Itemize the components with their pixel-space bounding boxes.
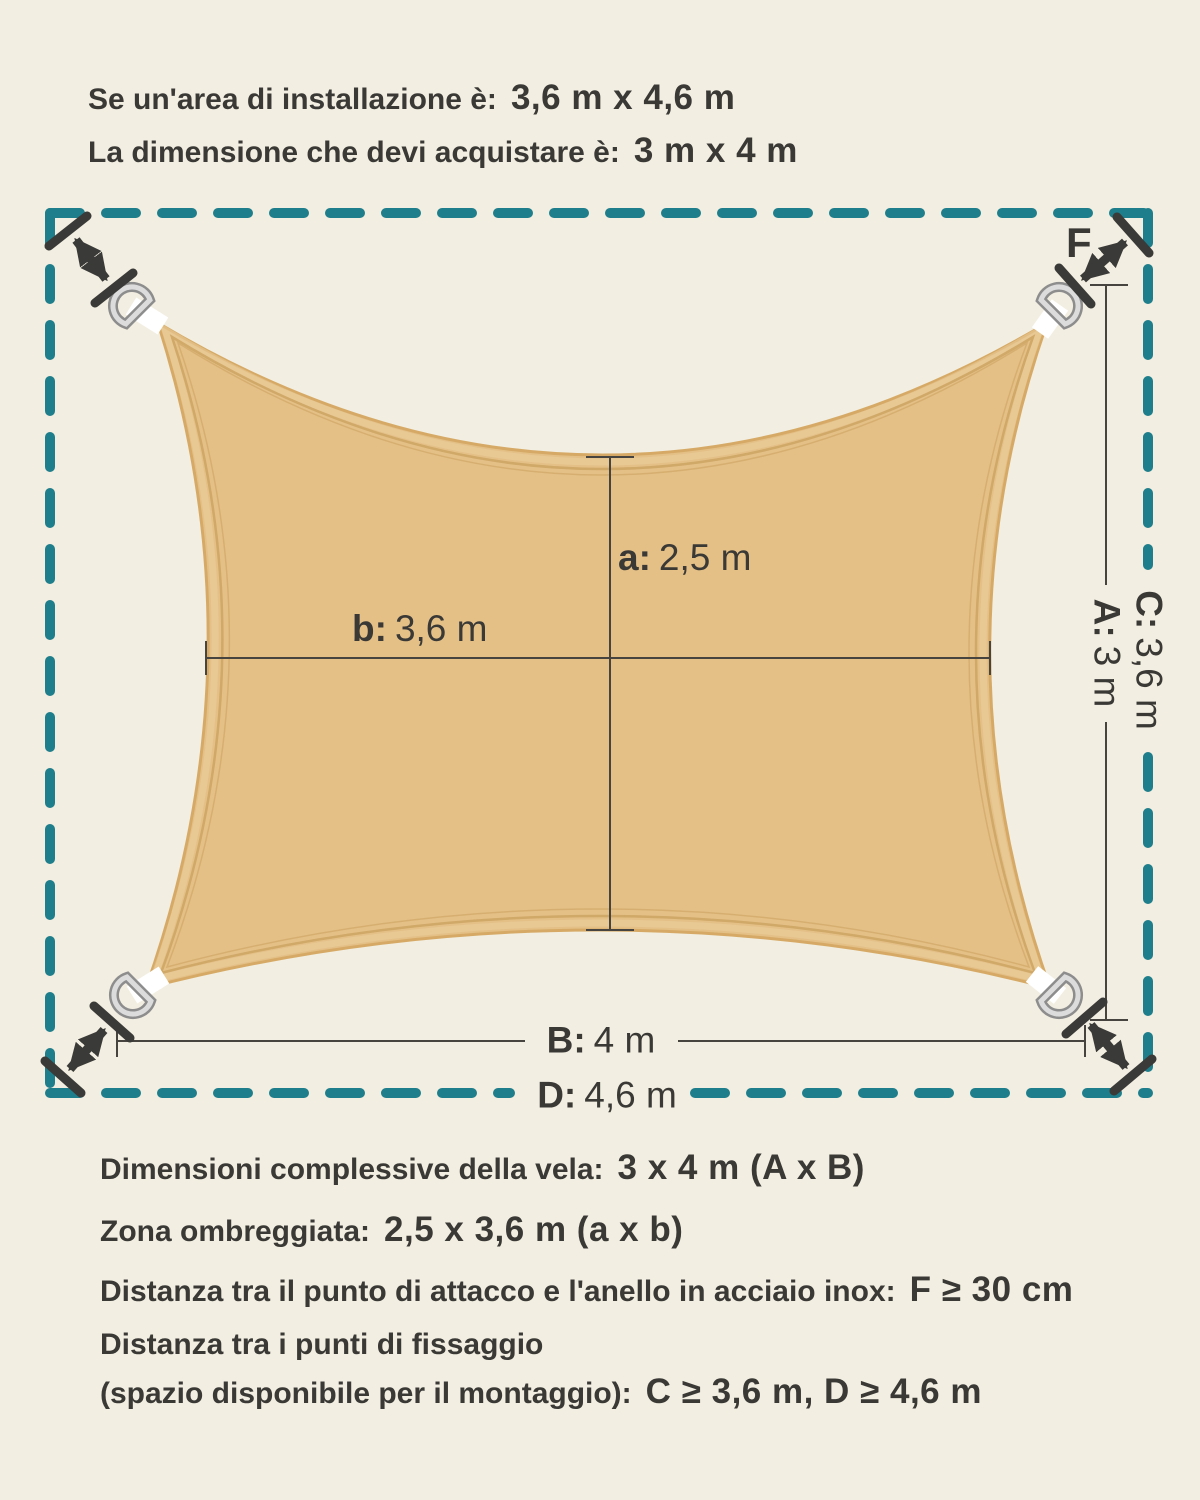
corner-arrow-bottom-right bbox=[1066, 1002, 1152, 1091]
footer-line4 bbox=[100, 1328, 543, 1363]
footer-line2-value: 2,5 x 3,6 m (a x b) bbox=[384, 1210, 684, 1249]
label-D-value: 4,6 m bbox=[584, 1074, 677, 1116]
footer-line3 bbox=[100, 1270, 1073, 1310]
label-b-prefix: b: bbox=[352, 608, 387, 649]
label-C bbox=[1127, 590, 1170, 730]
label-a bbox=[618, 537, 751, 580]
label-a-prefix: a: bbox=[618, 537, 651, 578]
sail-fabric bbox=[146, 323, 1050, 988]
footer-line2-label: Zona ombreggiata: bbox=[100, 1215, 371, 1248]
label-b-value: 3,6 m bbox=[394, 608, 488, 649]
header-line2-label: La dimensione che devi acquistare è: bbox=[88, 136, 620, 169]
label-A-value: 3 m bbox=[1086, 645, 1128, 708]
header-line2-value: 3 m x 4 m bbox=[633, 131, 798, 170]
footer-line4-label: Distanza tra i punti di fissaggio bbox=[100, 1328, 544, 1361]
footer-line5 bbox=[100, 1372, 982, 1412]
footer-line5-label: (spazio disponibile per il montaggio): bbox=[100, 1377, 632, 1410]
header-line1-label: Se un'area di installazione è: bbox=[88, 83, 497, 116]
header-line1 bbox=[88, 78, 735, 118]
shade-sail bbox=[146, 323, 1050, 988]
label-D-prefix: D: bbox=[537, 1074, 577, 1116]
footer-line1-value: 3 x 4 m (A x B) bbox=[617, 1148, 865, 1187]
footer-line1-label: Dimensioni complessive della vela: bbox=[100, 1153, 604, 1186]
label-A-prefix: A: bbox=[1086, 598, 1128, 638]
header-line2 bbox=[88, 131, 798, 171]
footer-line5-value: C ≥ 3,6 m, D ≥ 4,6 m bbox=[645, 1372, 982, 1411]
label-D bbox=[537, 1075, 677, 1118]
footer-line3-label: Distanza tra il punto di attacco e l'anello in acciaio inox: bbox=[100, 1275, 896, 1308]
label-b bbox=[352, 608, 487, 651]
label-a-value: 2,5 m bbox=[658, 537, 752, 578]
label-f: F bbox=[1066, 219, 1092, 266]
header-line1-value: 3,6 m x 4,6 m bbox=[510, 78, 736, 117]
label-B-value: 4 m bbox=[593, 1019, 656, 1061]
label-B-prefix: B: bbox=[546, 1019, 586, 1061]
footer-line3-value: F ≥ 30 cm bbox=[909, 1270, 1074, 1309]
label-C-value: 3,6 m bbox=[1128, 637, 1170, 730]
footer-line2 bbox=[100, 1210, 683, 1250]
label-C-prefix: C: bbox=[1128, 590, 1170, 630]
label-B bbox=[547, 1020, 656, 1063]
footer-line1 bbox=[100, 1148, 865, 1188]
label-A bbox=[1085, 599, 1128, 708]
